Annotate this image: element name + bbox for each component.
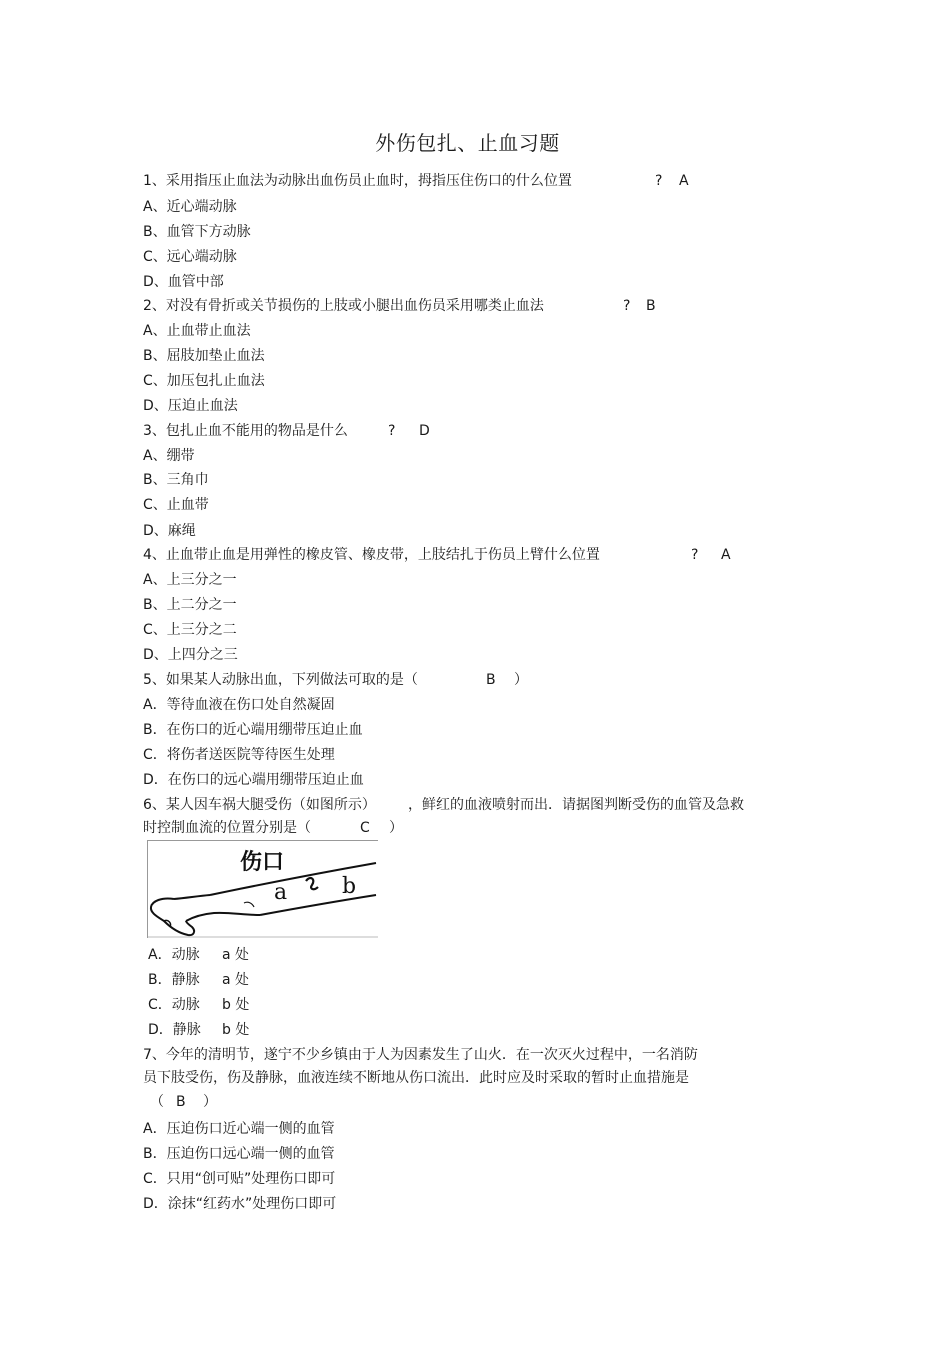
option: C、加压包扎止血法: [143, 373, 265, 389]
option: B、三角巾: [143, 472, 209, 488]
closing-paren: ）: [203, 1094, 217, 1110]
option: C．动脉: [148, 997, 200, 1013]
figure-wound-label: 伤口: [240, 849, 285, 875]
question-mark: ?: [388, 423, 396, 439]
option: B．压迫伤口远心端一侧的血管: [143, 1146, 335, 1162]
option: A．动脉: [148, 947, 200, 963]
answer-key: C: [360, 820, 370, 836]
option: B、血管下方动脉: [143, 224, 251, 240]
question-stem: 7、今年的清明节，遂宁不少乡镇由于人为因素发生了山火．在一次灭火过程中，一名消防: [143, 1047, 698, 1063]
option-position: a 处: [222, 947, 250, 963]
question-stem: 2、对没有骨折或关节损伤的上肢或小腿出血伤员采用哪类止血法: [143, 298, 544, 314]
question-mark: ?: [655, 173, 663, 189]
answer-key: A: [721, 547, 731, 563]
answer-key: B: [486, 672, 496, 688]
leg-wound-figure: [147, 840, 378, 938]
question-stem: 1、采用指压止血法为动脉出血伤员止血时，拇指压住伤口的什么位置: [143, 173, 572, 189]
option: B、上二分之一: [143, 597, 237, 613]
figure-point-b: b: [342, 874, 357, 899]
option: B．静脉: [148, 972, 200, 988]
option: D．静脉: [148, 1022, 201, 1038]
answer-key: B: [646, 298, 656, 314]
option-position: a 处: [222, 972, 250, 988]
answer-key: A: [679, 173, 689, 189]
option: A．压迫伤口近心端一侧的血管: [143, 1121, 335, 1137]
question-stem-line2: 员下肢受伤，伤及静脉，血液连续不断地从伤口流出．此时应及时采取的暂时止血措施是: [143, 1070, 689, 1086]
option: D．涂抹“红药水”处理伤口即可: [143, 1196, 337, 1212]
answer-key: D: [419, 423, 430, 439]
option: B．在伤口的近心端用绷带压迫止血: [143, 722, 363, 738]
option: A、近心端动脉: [143, 199, 237, 215]
option: D、血管中部: [143, 274, 224, 290]
option: C．只用“创可贴”处理伤口即可: [143, 1171, 336, 1187]
opening-paren: （: [150, 1094, 164, 1110]
question-stem: 4、止血带止血是用弹性的橡皮管、橡皮带，上肢结扎于伤员上臂什么位置: [143, 547, 600, 563]
option: D．在伤口的远心端用绷带压迫止血: [143, 772, 364, 788]
option: A、止血带止血法: [143, 323, 251, 339]
question-mark: ?: [691, 547, 699, 563]
option: C、止血带: [143, 497, 209, 513]
option-position: b 处: [222, 997, 250, 1013]
option: D、上四分之三: [143, 647, 238, 663]
option: C、上三分之二: [143, 622, 237, 638]
option: A、上三分之一: [143, 572, 237, 588]
option: C．将伤者送医院等待医生处理: [143, 747, 335, 763]
option: A、绷带: [143, 448, 195, 464]
closing-paren: ）: [514, 672, 528, 688]
page-title: 外伤包扎、止血习题: [375, 131, 560, 155]
closing-paren: ）: [389, 820, 403, 836]
question-stem-line2: 时控制血流的位置分别是（: [143, 820, 311, 836]
question-stem-cont: ，鲜红的血液喷射而出．请据图判断受伤的血管及急救: [408, 797, 744, 813]
answer-key: B: [176, 1094, 186, 1110]
question-stem: 3、包扎止血不能用的物品是什么: [143, 423, 348, 439]
option: D、压迫止血法: [143, 398, 238, 414]
question-mark: ?: [623, 298, 631, 314]
option: A．等待血液在伤口处自然凝固: [143, 697, 335, 713]
question-stem: 6、某人因车祸大腿受伤（如图所示）: [143, 797, 376, 813]
option: B、屈肢加垫止血法: [143, 348, 265, 364]
option: C、远心端动脉: [143, 249, 237, 265]
option: D、麻绳: [143, 523, 196, 539]
figure-point-a: a: [274, 880, 288, 905]
option-position: b 处: [222, 1022, 250, 1038]
question-stem: 5、如果某人动脉出血，下列做法可取的是（: [143, 672, 418, 688]
